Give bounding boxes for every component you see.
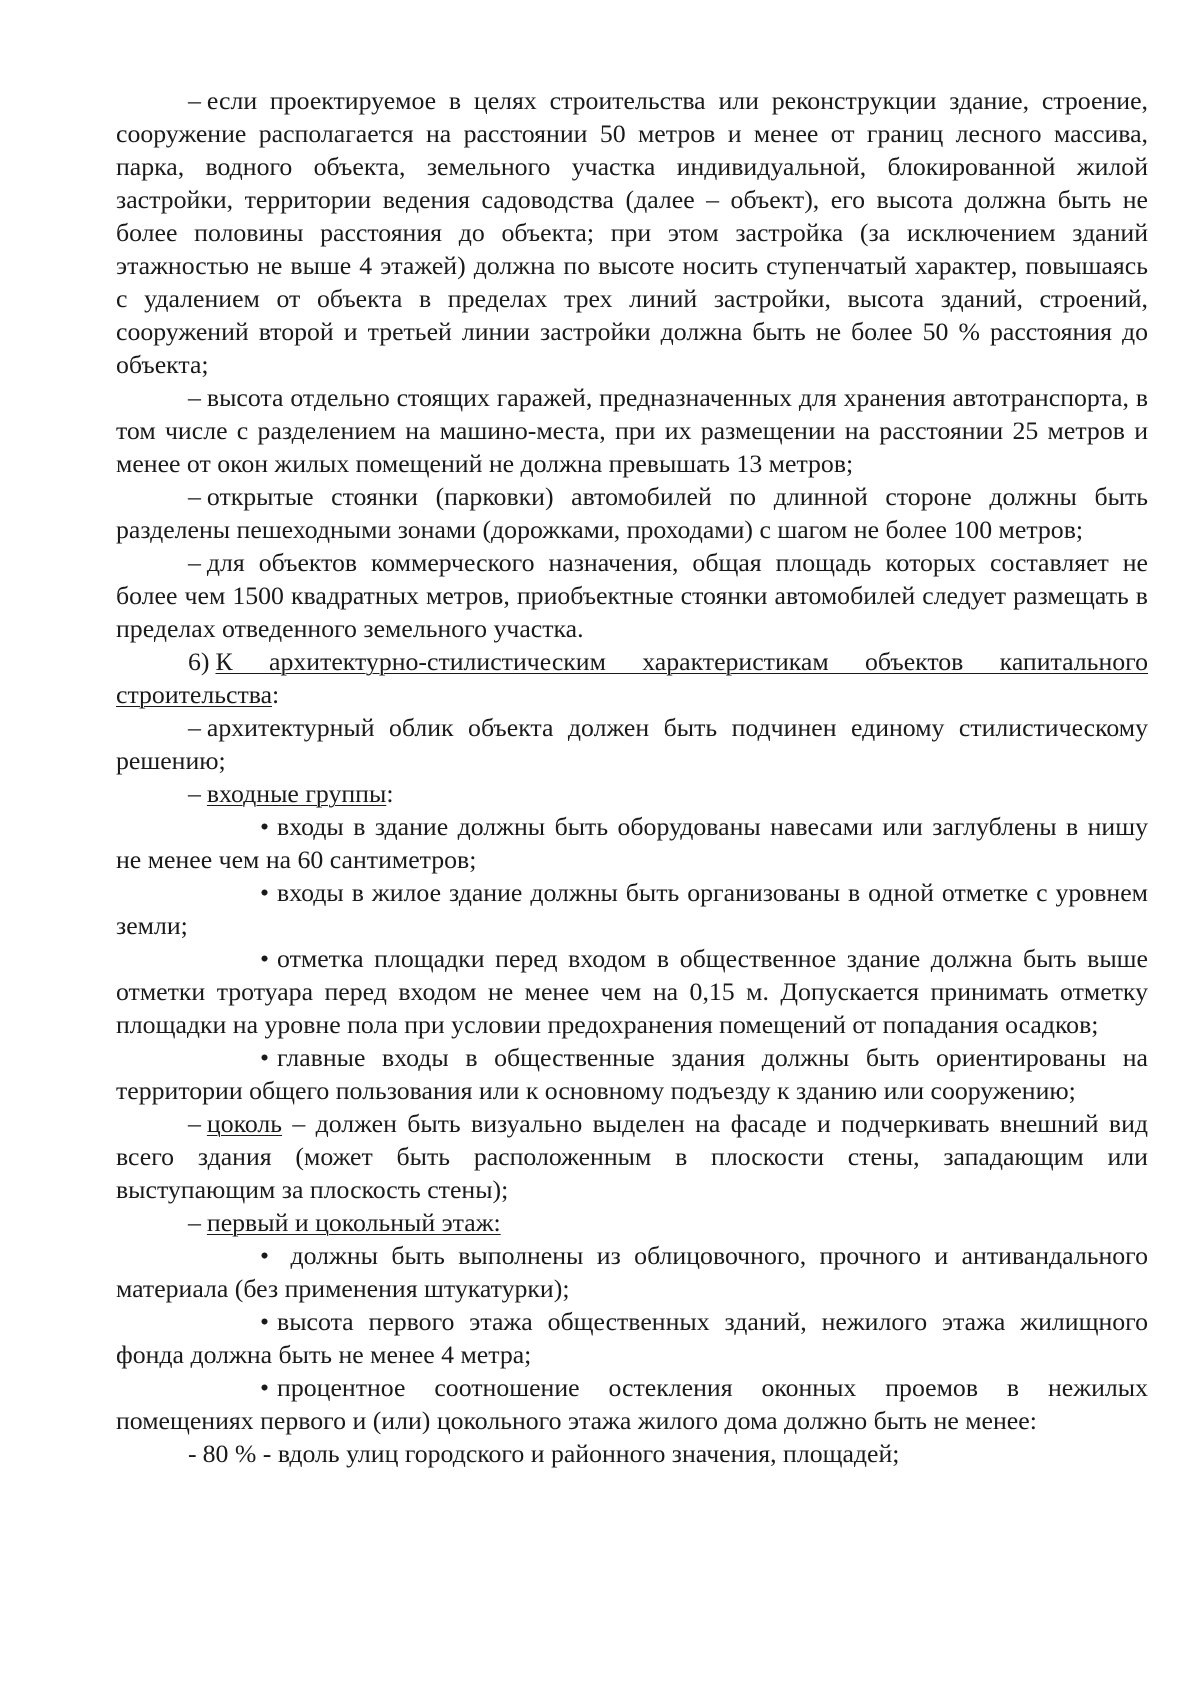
bullet-marker: • xyxy=(260,1307,270,1336)
subheading-suffix: : xyxy=(386,779,394,808)
document-body xyxy=(116,84,1148,1470)
bullet-text: входы в здание должны быть оборудованы навесами или заглублены в нишу не менее чем на 60 сантиметров; xyxy=(116,812,1148,874)
dash-marker: – xyxy=(188,482,201,511)
bullet-first-floor-height xyxy=(116,1305,1148,1371)
section-heading-suffix: : xyxy=(272,680,280,709)
subheading-text: входные группы xyxy=(206,779,387,808)
paragraph-plinth xyxy=(116,1107,1148,1206)
subheading-entrance-groups xyxy=(116,777,1148,810)
bullet-text: процентное соотношение остекления оконных проемов в нежилых помещениях первого и (или) цокольного этажа жилого дома должно быть не менее: xyxy=(116,1373,1148,1435)
paragraph-text: – должен быть визуально выделен на фасаде и подчеркивать внешний вид всего здания (может быть расположенным в плоскости стены, западающим или выступающим за плоскость стены); xyxy=(116,1109,1148,1204)
bullet-cladding-material xyxy=(116,1239,1148,1305)
paragraph-text: 80 % - вдоль улиц городского и районного значения, площадей; xyxy=(202,1439,900,1468)
bullet-marker: • xyxy=(260,1241,270,1270)
bullet-text: отметка площадки перед входом в общественное здание должна быть выше отметки тротуара перед входом не менее чем на 0,15 м. Допускается принимать отметку площадки на уровне пола при условии предохранения помещений от попадания осадков; xyxy=(116,944,1148,1039)
dash-marker: – xyxy=(188,713,201,742)
dash-marker: – xyxy=(188,1208,201,1237)
bullet-text: высота первого этажа общественных зданий, нежилого этажа жилищного фонда должна быть не менее 4 метра; xyxy=(116,1307,1148,1369)
bullet-text: должны быть выполнены из облицовочного, прочного и антивандального материала (без применения штукатурки); xyxy=(116,1241,1148,1303)
section-heading-architectural xyxy=(116,645,1148,711)
subheading-ground-floor xyxy=(116,1206,1148,1239)
bullet-marker: • xyxy=(260,812,270,841)
paragraph-commercial-parking xyxy=(116,546,1148,645)
paragraph-text: высота отдельно стоящих гаражей, предназначенных для хранения автотранспорта, в том числе с разделением на машино-места, при их размещении на расстоянии 25 метров и менее от окон жилых помещений не должна превышать 13 метров; xyxy=(116,383,1148,478)
paragraph-glazing-streets xyxy=(116,1437,1148,1470)
paragraph-open-parking xyxy=(116,480,1148,546)
bullet-marker: • xyxy=(260,944,270,973)
bullet-marker: • xyxy=(260,1043,270,1072)
paragraph-text: открытые стоянки (парковки) автомобилей по длинной стороне должны быть разделены пешеходными зонами (дорожками, проходами) с шагом не более 100 метров; xyxy=(116,482,1148,544)
bullet-marker: • xyxy=(260,1373,270,1402)
paragraph-text: для объектов коммерческого назначения, общая площадь которых составляет не более чем 1500 квадратных метров, приобъектные стоянки автомобилей следует размещать в пределах отведенного земельного участка. xyxy=(116,548,1148,643)
dash-marker: – xyxy=(188,86,201,115)
paragraph-underlined-term: цоколь xyxy=(206,1109,283,1138)
bullet-platform-level xyxy=(116,942,1148,1041)
bullet-entrance-canopies xyxy=(116,810,1148,876)
dash-marker: – xyxy=(188,548,201,577)
paragraph-text: архитектурный облик объекта должен быть подчинен единому стилистическому решению; xyxy=(116,713,1148,775)
paragraph-unified-style xyxy=(116,711,1148,777)
paragraph-garage-height xyxy=(116,381,1148,480)
hyphen-marker: - xyxy=(188,1439,197,1468)
bullet-main-entrances xyxy=(116,1041,1148,1107)
bullet-text: главные входы в общественные здания должны быть ориентированы на территории общего пользования или к основному подъезду к зданию или сооружению; xyxy=(116,1043,1148,1105)
bullet-marker: • xyxy=(260,878,270,907)
subheading-text: первый и цокольный этаж: xyxy=(206,1208,501,1237)
paragraph-height-near-objects xyxy=(116,84,1148,381)
section-heading-text: К архитектурно-стилистическим характеристикам объектов капитального строительства xyxy=(116,647,1148,709)
bullet-residential-entrance xyxy=(116,876,1148,942)
paragraph-text: если проектируемое в целях строительства или реконструкции здание, строение, сооружение располагается на расстоянии 50 метров и менее от границ лесного массива, парка, водного объекта, земельного участка индивидуальной, блокированной жилой застройки, территории ведения садоводства (далее – объект), его высота должна быть не более половины расстояния до объекта; при этом застройка (за исключением зданий этажностью не выше 4 этажей) должна по высоте носить ступенчатый характер, повышаясь с удалением от объекта в пределах трех линий застройки, высота зданий, строений, сооружений второй и третьей линии застройки должна быть не более 50 % расстояния до объекта; xyxy=(116,86,1148,379)
dash-marker: – xyxy=(188,1109,201,1138)
bullet-text: входы в жилое здание должны быть организованы в одной отметке с уровнем земли; xyxy=(116,878,1148,940)
dash-marker: – xyxy=(188,383,201,412)
section-number: 6) xyxy=(188,647,210,676)
bullet-glazing-ratio xyxy=(116,1371,1148,1437)
dash-marker: – xyxy=(188,779,201,808)
